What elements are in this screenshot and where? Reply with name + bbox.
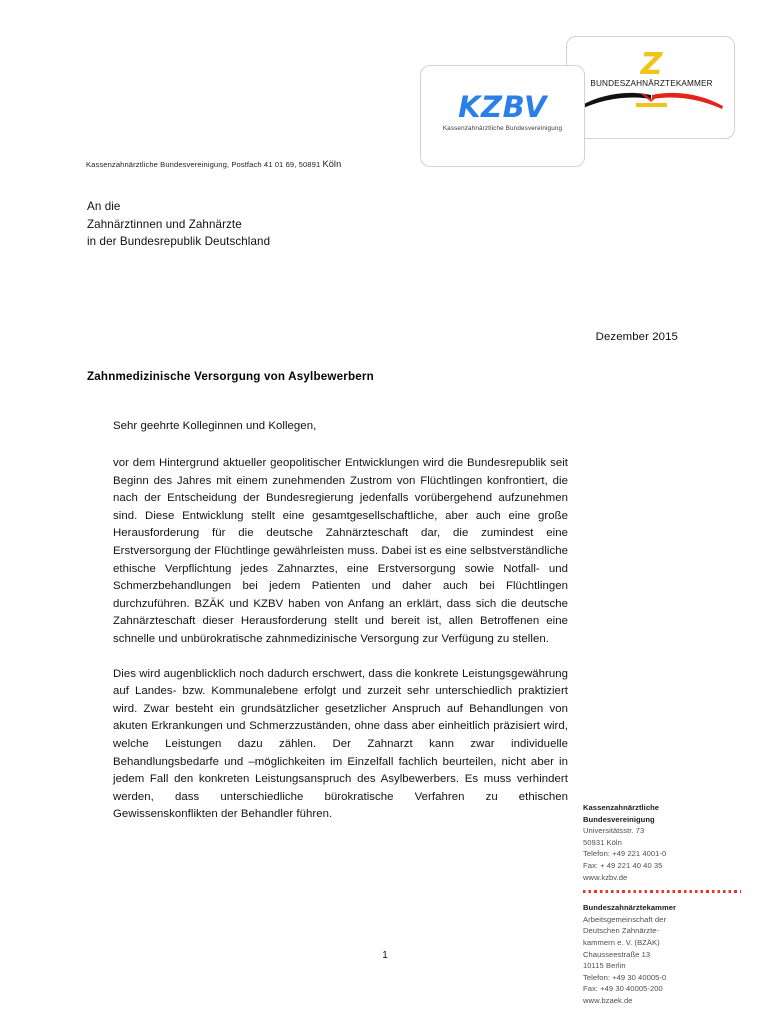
kzbv-contact-title-line-2: Bundesvereinigung <box>583 814 655 824</box>
bzaek-contact-title: Bundeszahnärztekammer <box>583 903 677 913</box>
letter-salutation: Sehr geehrte Kolleginnen und Kollegen, <box>113 420 317 432</box>
return-address-line <box>86 159 341 169</box>
recipient-address-block <box>87 198 270 251</box>
bzaek-line-2: Deutschen Zahnärzte- <box>583 926 660 936</box>
kzbv-street: Universitätsstr. 73 <box>583 826 645 836</box>
recipient-line-3: in der Bundesrepublik Deutschland <box>87 235 271 248</box>
bzaek-phone: Telefon: +49 30 40005-0 <box>583 972 667 982</box>
bzaek-fax: Fax: +49 30 40005-200 <box>583 984 663 994</box>
kzbv-city: 50931 Köln <box>583 837 622 847</box>
logo-area <box>420 34 760 174</box>
kzbv-phone: Telefon: +49 221 4001-0 <box>583 849 667 859</box>
kzbv-contact-block <box>583 802 748 883</box>
kzbv-wordmark: KZBV <box>458 90 547 124</box>
recipient-line-2: Zahnärztinnen und Zahnärzte <box>87 217 242 231</box>
bzaek-city: 10115 Berlin <box>583 961 626 971</box>
recipient-line-1: An die <box>87 200 121 213</box>
bzaek-logo-box <box>566 36 735 139</box>
kzbv-fax: Fax: + 49 221 40 40 35 <box>583 860 663 870</box>
letter-date: Dezember 2015 <box>595 331 678 343</box>
bzaek-logo <box>577 47 726 126</box>
bzaek-swoosh-icon <box>577 86 726 116</box>
letter-subject: Zahnmedizinische Versorgung von Asylbewerbern <box>87 370 374 383</box>
return-address-city: Köln <box>322 159 342 169</box>
bzaek-street: Chausseestraße 13 <box>583 949 651 959</box>
kzbv-contact-title-line-1: Kassenzahnärztliche <box>583 803 660 812</box>
body-paragraph: Dies wird augenblicklich noch dadurch erschwert, dass die konkrete Leistungsgewährung auf Landes- bzw. Kommunalebene erfolgt und zurzeit sehr unterschiedlich praktiziert wird. Zwar besteht ein grundsätzlicher gesetzlicher Anspruch auf Behandlungen von akuten Erkrankungen und Schmerzzuständen, ohne dass aber einheitlich präzisiert wird, welche Leistungen dazu zählen. Der Zahnarzt kann zwar individuelle Behandlungsbedarfe und –möglichkeiten im Einzelfall fachlich beurteilen, nicht aber in jedem Fall den konkreten Leistungsanspruch des Asylbewerbers. Es muss verhindert werden, dass unterschiedliche bürokratische Verfahren zu ethischen Gewissenskonflikten der Behandler führen. <box>113 667 568 821</box>
bzaek-website[interactable]: www.bzaek.de <box>583 995 633 1005</box>
kzbv-website[interactable]: www.kzbv.de <box>583 872 628 882</box>
page-number: 1 <box>382 950 388 961</box>
bzaek-z-monogram-icon: Z <box>640 47 663 82</box>
bzaek-wordmark: BUNDESZAHNÄRZTEKAMMER <box>590 79 713 88</box>
bzaek-line-1: Arbeitsgemeinschaft der <box>583 914 667 924</box>
body-paragraph: vor dem Hintergrund aktueller geopolitischer Entwicklungen wird die Bundesrepublik seit Beginn des Jahres mit einem zunehmenden Zustrom von Flüchtlingen konfrontiert, die nach der Entscheidung der Bundesregierung jedenfalls vorübergehend aufzunehmen sind. Diese Entwicklung stellt eine gesamtgesellschaftliche, aber auch eine große Herausforderung für die deutsche Zahnärzteschaft dar, die zumindest eine Erstversorgung der Flüchtlinge gewährleisten muss. Dabei ist es eine selbstverständliche ethische Verpflichtung jedes Zahnarztes, eine Erstversorgung sowie Notfall- und Schmerzbehandlungen bei jedem Patienten und daher auch bei Flüchtlingen durchzuführen. BZÄK und KZBV haben von Anfang an erklärt, dass sich die deutsche Zahnärzteschaft dieser Herausforderung stellt und bereit ist, allen Betroffenen eine schnelle und unbürokratische zahnmedizinische Versorgung zur Verfügung zu stellen. <box>113 457 568 645</box>
sidebar-dotted-divider <box>583 890 741 893</box>
bzaek-line-3: kammern e. V. (BZÄK) <box>583 937 660 947</box>
kzbv-subtitle: Kassenzahnärztliche Bundesvereinigung <box>442 125 563 132</box>
kzbv-logo-box <box>420 65 585 167</box>
contact-sidebar <box>583 802 748 1007</box>
letter-body <box>113 455 568 841</box>
return-address-text: Kassenzahnärztliche Bundesvereinigung, Postfach 41 01 69, 50891 <box>86 160 323 169</box>
